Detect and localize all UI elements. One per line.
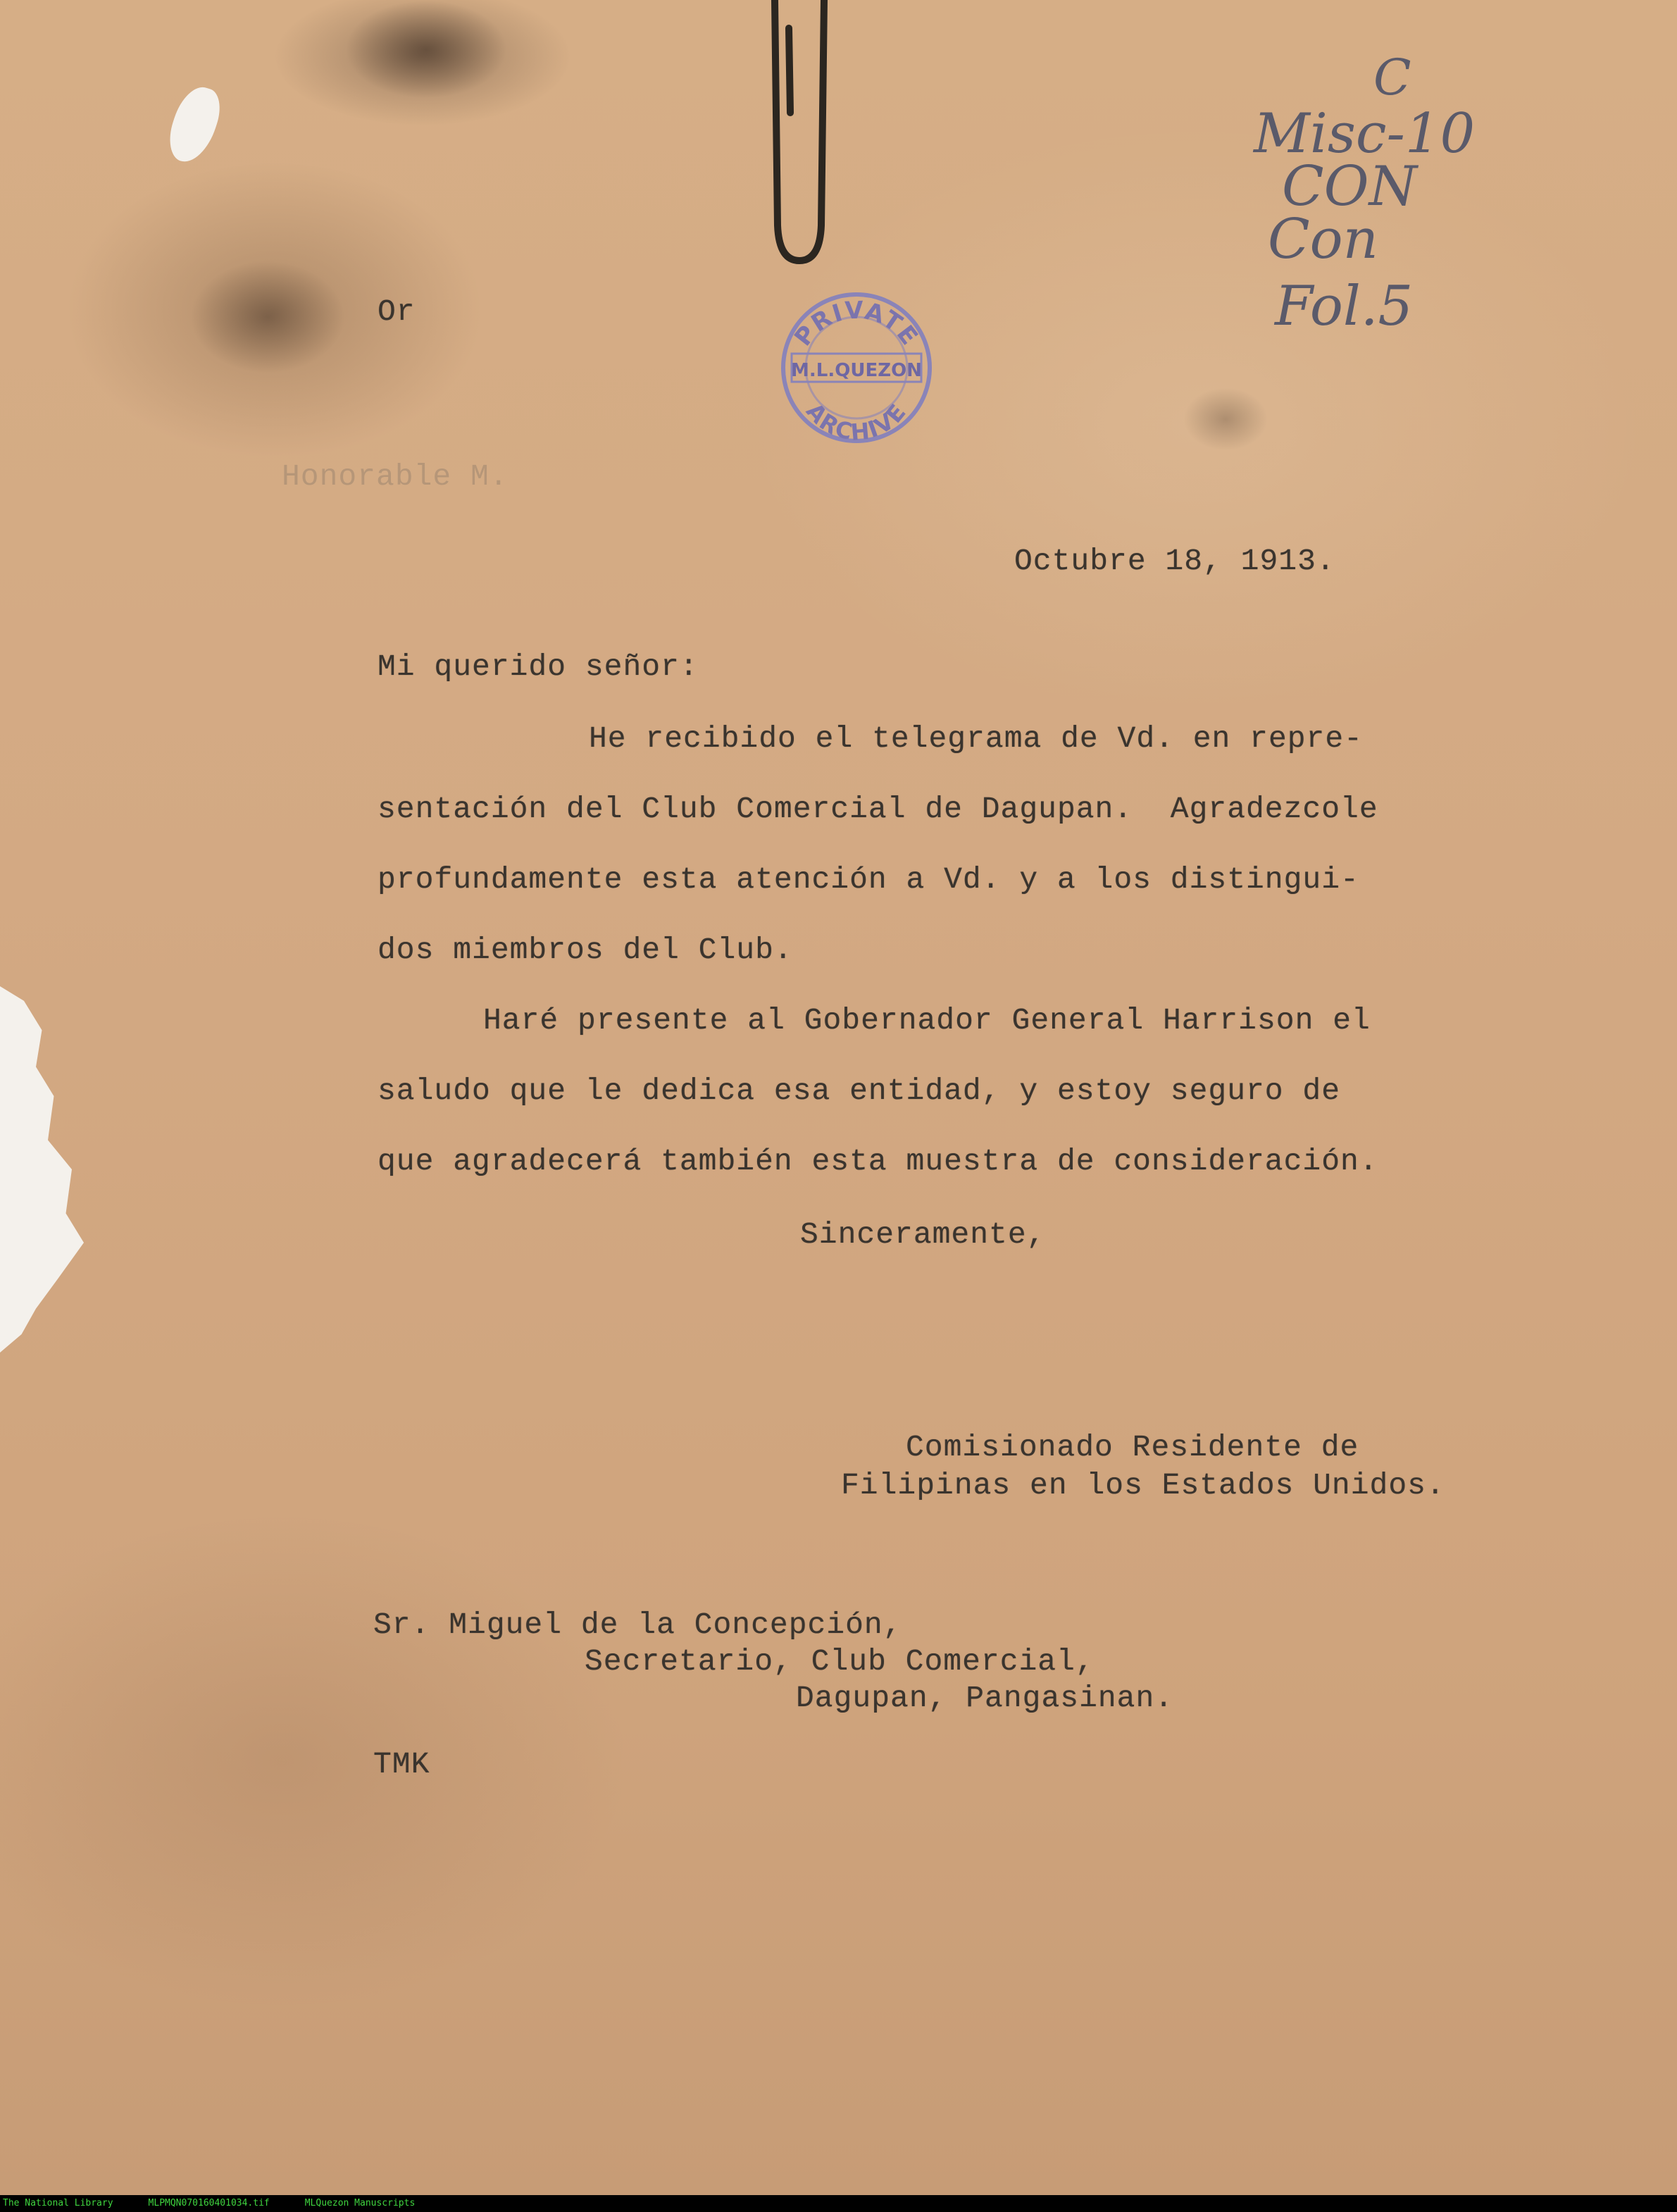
body-line: saludo que le dedica esa entidad, y estoy seguro de	[378, 1074, 1341, 1108]
ink-smudge	[190, 261, 345, 373]
ink-smudge	[345, 0, 507, 99]
letter-date: Octubre 18, 1913.	[1014, 544, 1335, 578]
torn-edge	[0, 986, 120, 1353]
address-line: Secretario, Club Comercial,	[585, 1644, 1095, 1679]
address-line: Dagupan, Pangasinan.	[796, 1681, 1174, 1715]
letter-closing: Sinceramente,	[800, 1217, 1046, 1252]
handwritten-note-line: Misc-10	[1254, 102, 1476, 166]
body-line: dos miembros del Club.	[378, 933, 793, 967]
archive-stamp	[776, 287, 937, 448]
stamp-middle-text: M.L.QUEZON	[791, 360, 922, 381]
svg-text:PRIVATE	[789, 297, 924, 352]
footer-library: The National Library	[3, 2198, 113, 2208]
body-line: profundamente esta atención a Vd. y a los distingui-	[378, 862, 1359, 897]
typist-initials: TMK	[373, 1747, 430, 1782]
initials-top: Or	[378, 294, 416, 329]
stamp-bottom-text: ARCHIVE	[801, 397, 912, 446]
address-line: Sr. Miguel de la Concepción,	[373, 1608, 902, 1642]
handwritten-note-line: CON	[1282, 155, 1417, 218]
ink-smudge	[1183, 387, 1268, 451]
faint-typed-line: Honorable M.	[282, 459, 509, 494]
signature-line: Filipinas en los Estados Unidos.	[841, 1468, 1445, 1503]
body-line: que agradecerá también esta muestra de consideración.	[378, 1144, 1378, 1179]
stamp-top-text: PRIVATE	[789, 296, 924, 352]
body-line: sentación del Club Comercial de Dagupan. Agradezcole	[378, 792, 1378, 826]
paper-hole	[162, 81, 226, 168]
footer-filename: MLPMQN070160401034.tif	[148, 2198, 270, 2208]
archive-footer-bar	[0, 2195, 1677, 2212]
footer-collection: MLQuezon Manuscripts	[304, 2198, 416, 2208]
body-line: He recibido el telegrama de Vd. en repre-	[589, 721, 1363, 756]
signature-line: Comisionado Residente de	[906, 1430, 1359, 1465]
handwritten-note-line: Fol.5	[1275, 275, 1414, 338]
handwritten-note-line: Con	[1268, 208, 1378, 271]
paper-clip	[754, 0, 845, 268]
handwritten-note-line: C	[1373, 49, 1411, 106]
body-line: Haré presente al Gobernador General Harrison el	[483, 1003, 1371, 1038]
letter-salutation: Mi querido señor:	[378, 650, 699, 684]
svg-text:ARCHIVE	[801, 398, 912, 446]
